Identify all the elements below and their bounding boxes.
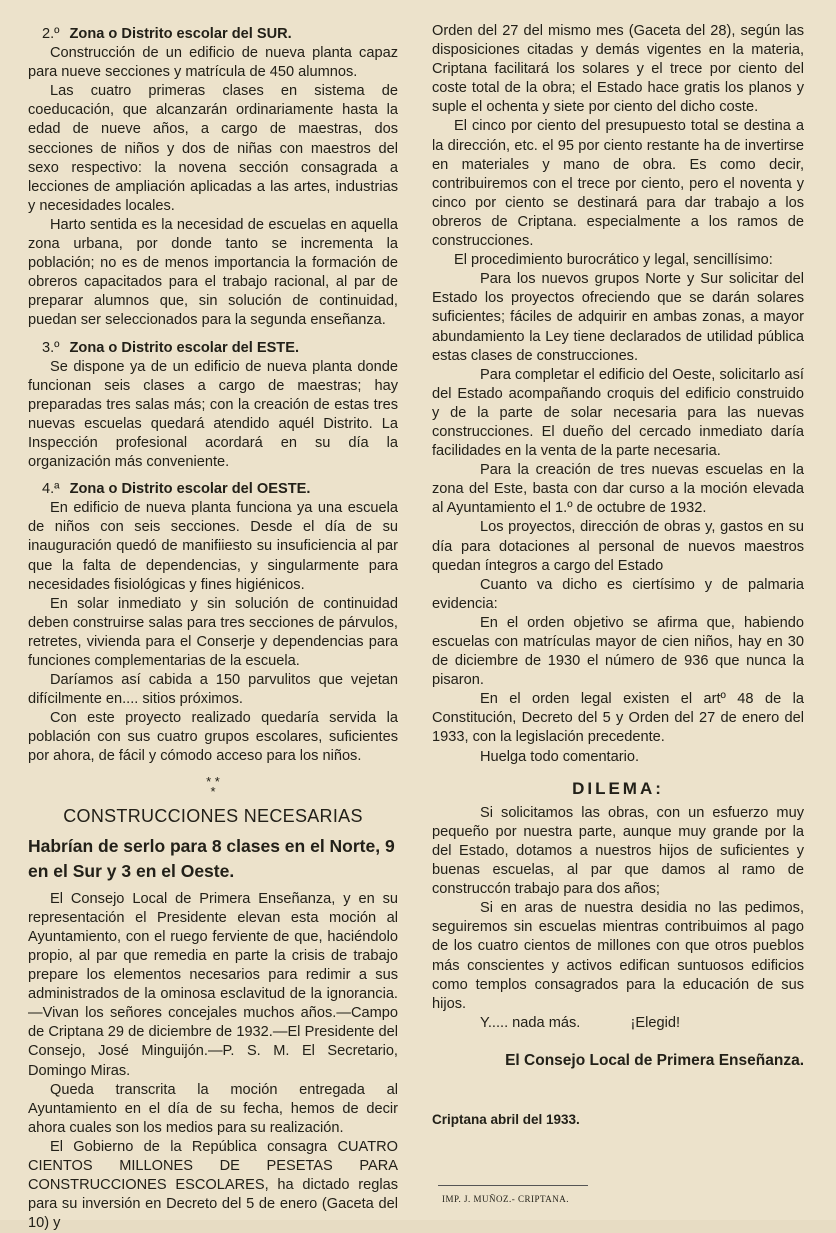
section-subheading: Habrían de serlo para 8 clases en el Norte, 9 en el Sur y 3 en el Oeste. [28,835,395,881]
paragraph: El procedimiento burocrático y legal, sencillísimo: [454,252,773,269]
right-column [432,22,804,1209]
paragraph: Si solicitamos las obras, con un esfuerzo muy pequeño por nuestra parte, aunque muy grande por la del Estado, dotamos a nuestros hijos de suficientes y buenas escuelas, al par que damos al ramo de construccón trabajo para dos años; [432,804,804,898]
paragraph: Para completar el edificio del Oeste, solicitarlo así del Estado acompañando croquis del edificio construido y de la parte de solar necesaria para las nuevas construcciones. El dueño del cercado inmediato daría facilidades en la venta de la parte necesaria. [432,366,804,460]
paragraph: Para los nuevos grupos Norte y Sur solicitar del Estado los proyectos ofreciendo que se darán solares suficientes; fáciles de adquirir en ambas zonas, a mayor abundamiento la Ley tiene declarados de utilidad pública estas clases de construcciones. [432,271,804,364]
paragraph: Se dispone ya de un edificio de nueva planta donde funcionan seis clases a cargo de maestras; hay preparadas tres salas más; con la creación de estas tres nuevas escuelas quedará atendido aquél Distrito. La Inspección profesional acordará en su día la organización más conveniente. [28,358,398,471]
paragraph: Cuanto va dicho es ciertísimo y de palmaria evidencia: [432,576,804,612]
asterism: * * * [206,773,220,799]
closing-line [480,1014,680,1033]
paragraph: En el orden objetivo se afirma que, habiendo escuelas con matrículas mayor de cien niños, hay en 30 de diciembre de 1930 el número de 936 que nunca la pisaron. [432,614,804,689]
zone-west-heading [42,480,398,499]
paragraph: En solar inmediato y sin solución de continuidad deben construirse salas para tres secciones de párvulos, retretes, vivienda para el Conserje y dependencias para funciones complementarias de la escuela. [28,595,398,669]
paragraph: Los proyectos, dirección de obras y, gastos en su día para dotaciones al personal de nuevos maestros quedan íntegros a cargo del Estado [432,519,804,574]
paragraph: Daríamos así cabida a 150 parvulitos que vejetan difícilmente en.... sitios próximos. [28,672,398,708]
paragraph: Construcción de un edificio de nueva planta capaz para nueve secciones y matrícula de 450 alumnos. [28,45,398,81]
paragraph: Huelga todo comentario. [480,748,640,765]
nada-mas: Y..... nada más. [480,1014,581,1031]
paragraph: El Gobierno de la República consagra CUATRO CIENTOS MILLONES DE PESETAS PARA CONSTRUCCIONES ESCOLARES, ha dictado reglas para su inversión en Decreto del 5 de enero (Gaceta del 10) y [28,1138,398,1232]
zone-number: 2.º [42,26,60,42]
paragraph: Orden del 27 del mismo mes (Gaceta del 28), según las disposiciones citadas y demás vigentes en la materia, Criptana facilitará los solares y el trece por ciento del coste total de la obra; el Estado hace gratis los planos y suple el ochenta y siete por ciento del dicho coste. [432,23,804,116]
paragraph: El Consejo Local de Primera Enseñanza, y en su representación el Presidente elevan esta moción al Ayuntamiento, con el ruego ferviente de que, haciéndolo propio, al par que remedia en parte la crisis de trabajo prepare los elementos necesarios para redimir a sus administrados de la ominosa esclavitud de la ignorancia.—Vivan los señores concejales muchos años.—Campo de Criptana 29 de diciembre de 1932.—El Presidente del Consejo, José Minguijón.—P. S. M. El Secretario, Domingo Miras. [28,890,398,1079]
zone-title: Zona o Distrito escolar del OESTE. [69,481,311,498]
paragraph: Queda transcrita la moción entregada al Ayuntamiento en el día de su fecha, hemos de decir ahora cuales son los medios para su realización. [28,1081,398,1136]
imprint: IMP. J. MUÑOZ.- CRIPTANA. [442,1194,570,1205]
zone-title: Zona o Distrito escolar del SUR. [69,26,292,42]
paragraph: El cinco por ciento del presupuesto total se destina a la dirección, etc. el 95 por ciento restante ha de invertirse en materiales y mano de obra. Es como decir, contribuiremos con el trece por ciento, pero el noventa y cinco por ciento se destinará para dar trabajo a los obreros de Criptana. especialmente a los ramos de construcciones. [432,118,804,250]
zone-title: Zona o Distrito escolar del ESTE. [69,339,300,356]
divider [438,1185,588,1186]
signature: El Consejo Local de Primera Enseñanza. [505,1051,804,1069]
paragraph: Con este proyecto realizado quedaría servida la población con sus cuatro grupos escolares, suficientes por ahora, de fácil y cómodo acceso para los niños. [28,710,398,765]
dilemma-heading: DILEMA: [572,778,664,798]
left-column [28,22,398,1233]
paragraph: Si en aras de nuestra desidia no las pedimos, seguiremos sin escuelas mientras contribuimos al pago de los cuatro cientos de millones con que otros pueblos más conscientes y activos edifican suntuosos edificios como templos consagrados para la educación de sus hijos. [432,900,804,1012]
zone-east-heading [42,339,398,358]
place-date: Criptana abril del 1933. [432,1111,580,1127]
paragraph: Las cuatro primeras clases en sistema de coeducación, que alcanzarán ordinariamente hasta la edad de nueve años, a cargo de maestras, dos secciones de niños y dos de niñas con maestros del sexo respectivo: la novena sección consagrada a lecciones de ampliación aplicadas a las artes, industrias y necesidades locales. [28,83,398,214]
paragraph: En el orden legal existen el artº 48 de la Constitución, Decreto del 5 y Orden del 27 de enero del 1933, con la legislación precedente. [432,691,804,746]
zone-number: 4.ª [42,481,60,498]
elegid: ¡Elegid! [630,1014,680,1031]
zone-south-heading [42,25,398,44]
paragraph: En edificio de nueva planta funciona ya una escuela de niños con seis secciones. Desde el día de su inauguración quedó de manifiiesto su insuficiencia al par que la falta de dependencias, y singularmente para necesidades fisiológicas y fines higiénicos. [28,500,398,593]
paragraph: Para la creación de tres nuevas escuelas en la zona del Este, basta con dar curso a la moción elevada al Ayuntamiento el 1.º de octubre de 1932. [432,462,804,517]
paragraph: Harto sentida es la necesidad de escuelas en aquella zona urbana, por donde tanto se incrementa la población; no es de menos importancia la formación de obreros capacitados para el trabajo racional, al par de preparar alumnos que, sin solución de continuidad, puedan ser seleccionados para la segunda enseñanza. [28,216,398,329]
zone-number: 3.º [42,339,60,356]
section-heading: CONSTRUCCIONES NECESARIAS [63,805,363,826]
